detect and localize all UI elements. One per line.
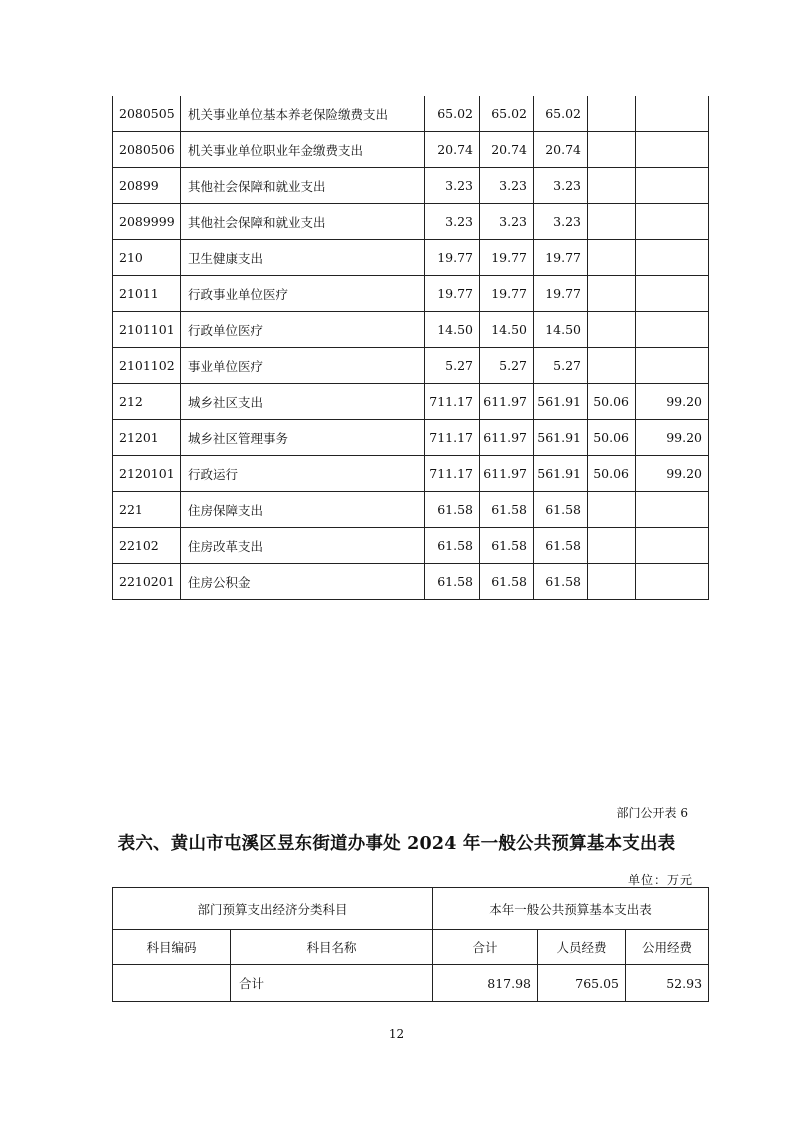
amount-project [636, 204, 709, 240]
amount-public: 50.06 [588, 456, 636, 492]
amount-public [588, 348, 636, 384]
table-row [113, 132, 709, 168]
subject-name: 城乡社区管理事务 [181, 420, 425, 456]
amount-total: 711.17 [425, 456, 480, 492]
header-subject-code: 科目编码 [113, 930, 231, 965]
amount-total: 19.77 [425, 240, 480, 276]
subject-code: 2089999 [113, 204, 181, 240]
amount-basic-total: 14.50 [480, 312, 534, 348]
amount-total: 65.02 [425, 96, 480, 132]
subject-name: 行政单位医疗 [181, 312, 425, 348]
table-row [113, 456, 709, 492]
amount-public [588, 132, 636, 168]
amount-project [636, 564, 709, 600]
subject-code: 22102 [113, 528, 181, 564]
subject-name: 城乡社区支出 [181, 384, 425, 420]
total-public: 52.93 [626, 965, 709, 1002]
amount-public [588, 564, 636, 600]
amount-project: 99.20 [636, 456, 709, 492]
amount-public [588, 492, 636, 528]
table-row [113, 96, 709, 132]
table-row [113, 276, 709, 312]
amount-total: 61.58 [425, 492, 480, 528]
amount-public [588, 168, 636, 204]
amount-personnel: 65.02 [534, 96, 588, 132]
amount-basic-total: 5.27 [480, 348, 534, 384]
subject-name: 事业单位医疗 [181, 348, 425, 384]
amount-project [636, 168, 709, 204]
header-public-cost: 公用经费 [626, 930, 709, 965]
table-row [113, 348, 709, 384]
amount-personnel: 3.23 [534, 168, 588, 204]
amount-public [588, 204, 636, 240]
amount-basic-total: 61.58 [480, 564, 534, 600]
subject-name: 卫生健康支出 [181, 240, 425, 276]
subject-name: 其他社会保障和就业支出 [181, 168, 425, 204]
amount-basic-total: 61.58 [480, 492, 534, 528]
amount-personnel: 561.91 [534, 420, 588, 456]
amount-personnel: 61.58 [534, 564, 588, 600]
subject-code: 212 [113, 384, 181, 420]
amount-personnel: 5.27 [534, 348, 588, 384]
subject-code: 2080505 [113, 96, 181, 132]
table-row [113, 528, 709, 564]
amount-total: 5.27 [425, 348, 480, 384]
amount-public [588, 276, 636, 312]
subject-name: 住房改革支出 [181, 528, 425, 564]
amount-personnel: 561.91 [534, 384, 588, 420]
amount-project [636, 312, 709, 348]
total-row [113, 965, 709, 1002]
subject-name: 行政运行 [181, 456, 425, 492]
header-total: 合计 [433, 930, 538, 965]
amount-personnel: 19.77 [534, 276, 588, 312]
subject-name: 住房公积金 [181, 564, 425, 600]
header-row-group [113, 888, 709, 930]
amount-project [636, 276, 709, 312]
total-code [113, 965, 231, 1002]
subject-name: 行政事业单位医疗 [181, 276, 425, 312]
amount-project [636, 348, 709, 384]
amount-basic-total: 65.02 [480, 96, 534, 132]
amount-personnel: 561.91 [534, 456, 588, 492]
subject-code: 2210201 [113, 564, 181, 600]
table-row [113, 168, 709, 204]
amount-public [588, 240, 636, 276]
subject-code: 2101101 [113, 312, 181, 348]
amount-project: 99.20 [636, 420, 709, 456]
total-personnel: 765.05 [538, 965, 626, 1002]
amount-basic-total: 611.97 [480, 456, 534, 492]
table-row [113, 312, 709, 348]
amount-personnel: 3.23 [534, 204, 588, 240]
subject-code: 210 [113, 240, 181, 276]
amount-basic-total: 19.77 [480, 276, 534, 312]
amount-total: 3.23 [425, 204, 480, 240]
amount-public [588, 528, 636, 564]
amount-basic-total: 19.77 [480, 240, 534, 276]
unit-label: 单位：万元 [627, 873, 693, 887]
subject-code: 20899 [113, 168, 181, 204]
table-title: 表六、黄山市屯溪区昱东街道办事处 2024 年一般公共预算基本支出表 [117, 834, 676, 854]
expenditure-table-continued [112, 96, 709, 600]
subject-name: 机关事业单位职业年金缴费支出 [181, 132, 425, 168]
header-basic-expenditure: 本年一般公共预算基本支出表 [433, 888, 709, 930]
amount-public: 50.06 [588, 420, 636, 456]
subject-code: 21201 [113, 420, 181, 456]
public-table-number: 部门公开表 6 [616, 806, 688, 820]
amount-project [636, 492, 709, 528]
amount-total: 3.23 [425, 168, 480, 204]
subject-name: 其他社会保障和就业支出 [181, 204, 425, 240]
subject-code: 21011 [113, 276, 181, 312]
basic-expenditure-table [112, 887, 709, 1002]
table-row [113, 420, 709, 456]
table-row [113, 564, 709, 600]
amount-project [636, 240, 709, 276]
amount-total: 19.77 [425, 276, 480, 312]
total-label: 合计 [231, 965, 433, 1002]
amount-total: 61.58 [425, 528, 480, 564]
amount-total: 14.50 [425, 312, 480, 348]
amount-personnel: 20.74 [534, 132, 588, 168]
amount-total: 20.74 [425, 132, 480, 168]
total-amount: 817.98 [433, 965, 538, 1002]
header-economic-classification: 部门预算支出经济分类科目 [113, 888, 433, 930]
page-number: 12 [388, 1027, 405, 1041]
table-row [113, 240, 709, 276]
amount-total: 711.17 [425, 384, 480, 420]
table-row [113, 384, 709, 420]
subject-code: 2120101 [113, 456, 181, 492]
subject-name: 住房保障支出 [181, 492, 425, 528]
amount-public [588, 96, 636, 132]
amount-basic-total: 3.23 [480, 168, 534, 204]
amount-personnel: 61.58 [534, 528, 588, 564]
amount-public: 50.06 [588, 384, 636, 420]
amount-total: 61.58 [425, 564, 480, 600]
amount-project [636, 528, 709, 564]
table-row [113, 204, 709, 240]
amount-basic-total: 611.97 [480, 420, 534, 456]
subject-code: 2080506 [113, 132, 181, 168]
amount-project [636, 132, 709, 168]
amount-basic-total: 61.58 [480, 528, 534, 564]
amount-basic-total: 20.74 [480, 132, 534, 168]
amount-project: 99.20 [636, 384, 709, 420]
header-row-columns [113, 930, 709, 965]
amount-basic-total: 3.23 [480, 204, 534, 240]
header-subject-name: 科目名称 [231, 930, 433, 965]
subject-code: 221 [113, 492, 181, 528]
amount-personnel: 19.77 [534, 240, 588, 276]
amount-total: 711.17 [425, 420, 480, 456]
amount-project [636, 96, 709, 132]
subject-code: 2101102 [113, 348, 181, 384]
amount-personnel: 14.50 [534, 312, 588, 348]
amount-basic-total: 611.97 [480, 384, 534, 420]
table-row [113, 492, 709, 528]
amount-personnel: 61.58 [534, 492, 588, 528]
header-personnel-cost: 人员经费 [538, 930, 626, 965]
amount-public [588, 312, 636, 348]
subject-name: 机关事业单位基本养老保险缴费支出 [181, 96, 425, 132]
